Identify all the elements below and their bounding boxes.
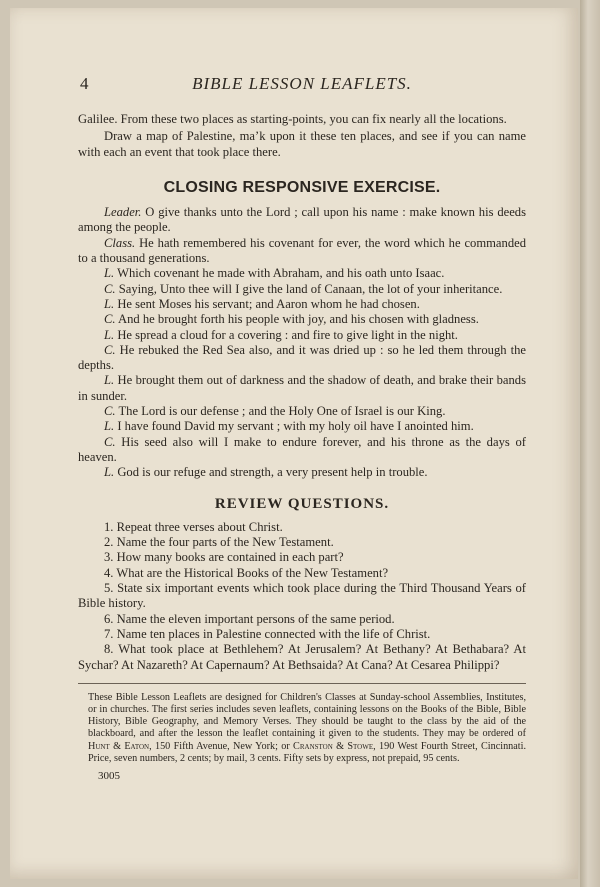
- responsive-text: He brought them out of darkness and the shadow of death, and brake their bands in sunder.: [78, 373, 526, 403]
- speaker-label: L.: [104, 465, 115, 480]
- speaker-label: Class.: [104, 235, 136, 250]
- speaker-label: L.: [104, 327, 115, 342]
- intro-paragraph-1: Galilee. From these two places as starting-points, you can fix nearly all the locations.: [78, 112, 507, 126]
- question-number: 1.: [104, 519, 114, 534]
- responsive-text: Which covenant he made with Abraham, and his oath unto Isaac.: [117, 266, 445, 281]
- responsive-line: [78, 465, 526, 480]
- question-text: Name the eleven important persons of the same period.: [116, 611, 395, 626]
- responsive-line: [78, 328, 526, 343]
- speaker-label: L.: [104, 419, 115, 434]
- question-number: 8.: [104, 642, 114, 657]
- publisher-name: Cranston & Stowe: [293, 740, 374, 752]
- responsive-text: Saying, Unto thee will I give the land of Canaan, the lot of your inheritance.: [118, 281, 503, 296]
- responsive-text: He spread a cloud for a covering : and fire to give light in the night.: [117, 327, 458, 342]
- page-number: 4: [80, 74, 89, 93]
- question-number: 4.: [104, 565, 114, 580]
- responsive-line: [78, 266, 526, 281]
- speaker-label: L.: [104, 296, 115, 311]
- speaker-label: C.: [104, 434, 116, 449]
- review-question: [78, 581, 526, 612]
- question-number: 2.: [104, 535, 114, 550]
- intro-paragraph-2: Draw a map of Palestine, maʼk upon it these ten places, and see if you can name with each an event that took place there.: [78, 129, 526, 159]
- leaflet-page: [10, 8, 578, 879]
- question-number: 7.: [104, 626, 114, 641]
- question-text: State six important events which took place during the Third Thousand Years of Bible history.: [78, 581, 526, 611]
- review-questions-title: REVIEW QUESTIONS.: [214, 495, 390, 512]
- responsive-line: [78, 419, 526, 434]
- footer-notice: [78, 692, 526, 765]
- responsive-text: God is our refuge and strength, a very present help in trouble.: [117, 465, 428, 480]
- speaker-label: L.: [104, 373, 115, 388]
- review-questions-list: [78, 520, 526, 673]
- responsive-line: [78, 373, 526, 404]
- responsive-text: The Lord is our defense ; and the Holy One of Israel is our King.: [118, 404, 446, 419]
- responsive-text: I have found David my servant ; with my holy oil have I anointed him.: [117, 419, 474, 434]
- closing-exercise-title: CLOSING RESPONSIVE EXERCISE.: [163, 178, 441, 196]
- responsive-line: [78, 282, 526, 297]
- responsive-text: And he brought forth his people with joy, and his chosen with gladness.: [118, 312, 479, 327]
- footer-divider: [78, 683, 526, 684]
- review-question: [78, 612, 526, 627]
- page-header: [78, 72, 526, 94]
- page-content: [78, 72, 526, 784]
- responsive-text: He hath remembered his covenant for ever, the word which he commanded to a thousand generations.: [78, 235, 527, 266]
- page-edge: [580, 0, 600, 887]
- question-text: What took place at Bethlehem? At Jerusalem? At Bethany? At Bethabara? At Sychar? At Nazareth? At Capernaum? At Bethsaida? At Cana? At Cesarea Philippi?: [78, 642, 526, 672]
- speaker-label: C.: [104, 281, 116, 296]
- speaker-label: C.: [104, 342, 116, 357]
- footer-text: , 190 West Fourth Street, Cincinnati. Price, seven numbers, 2 cents; by mail, 3 cents. Fifty sets by express, not prepaid, 95 cents.: [88, 740, 527, 764]
- publisher-name: Hunt & Eaton: [88, 740, 150, 752]
- speaker-label: L.: [104, 266, 115, 281]
- question-text: How many books are contained in each part?: [116, 550, 344, 565]
- review-question: [78, 535, 526, 550]
- responsive-text: His seed also will I make to endure forever, and his throne as the days of heaven.: [78, 434, 526, 464]
- review-question: [78, 566, 526, 581]
- speaker-label: Leader.: [104, 205, 142, 220]
- question-text: Name the four parts of the New Testament.: [116, 535, 334, 550]
- question-number: 5.: [104, 581, 114, 596]
- footer-text: These Bible Lesson Leaflets are designed for Children's Classes at Sunday-school Assemblies, Institutes, or in churches. The first series includes seven leaflets, containing lessons on the Books of the Bible, Bible History, Bible Geography, and Memory Verses. They should be taught to the class by the aid of the blackboard, and after the lesson the leaflet containing it given to the students. They may be ordered of: [88, 691, 526, 740]
- responsive-line: [78, 435, 526, 466]
- responsive-line: [78, 404, 526, 419]
- review-question: [78, 627, 526, 642]
- leaflet-code: 3005: [98, 770, 120, 783]
- responsive-line: [78, 343, 526, 374]
- speaker-label: C.: [104, 404, 116, 419]
- responsive-text: He rebuked the Red Sea also, and it was dried up : so he led them through the depths.: [78, 342, 526, 373]
- responsive-exercise: [78, 205, 526, 480]
- responsive-line: [78, 297, 526, 312]
- responsive-text: O give thanks unto the Lord ; call upon his name : make known his deeds among the people.: [78, 205, 526, 235]
- responsive-text: He sent Moses his servant; and Aaron whom he had chosen.: [117, 296, 420, 311]
- review-question: [78, 550, 526, 565]
- running-head: BIBLE LESSON LEAFLETS.: [192, 74, 412, 93]
- question-number: 3.: [104, 550, 114, 565]
- question-text: Repeat three verses about Christ.: [116, 519, 283, 534]
- review-question: [78, 642, 526, 673]
- review-question: [78, 520, 526, 535]
- responsive-line: [78, 205, 526, 236]
- footer-text: , 150 Fifth Avenue, New York; or: [149, 740, 294, 752]
- responsive-line: [78, 236, 526, 267]
- speaker-label: C.: [104, 312, 116, 327]
- question-number: 6.: [104, 611, 114, 626]
- question-text: Name ten places in Palestine connected with the life of Christ.: [116, 626, 431, 641]
- responsive-line: [78, 312, 526, 327]
- question-text: What are the Historical Books of the New Testament?: [116, 565, 389, 580]
